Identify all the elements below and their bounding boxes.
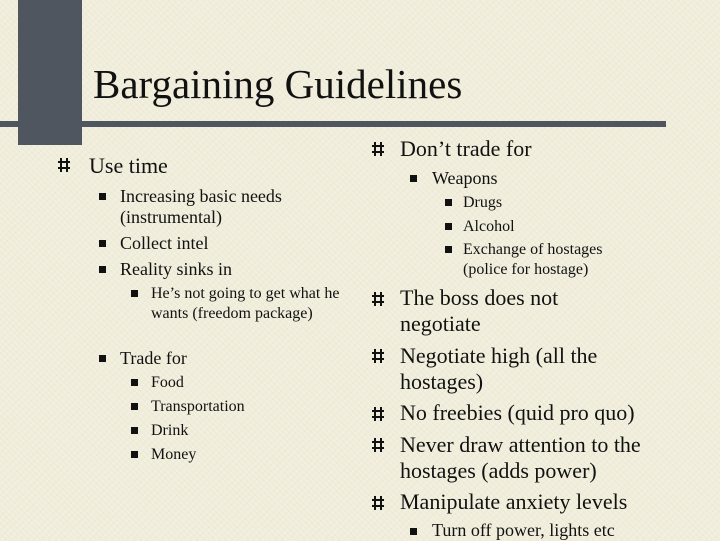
trade-item-food: Food xyxy=(151,374,184,391)
hash-bullet-icon xyxy=(372,438,384,452)
square-bullet-icon xyxy=(99,355,106,362)
hash-bullet-icon xyxy=(372,292,384,306)
weapons-label: Weapons xyxy=(432,168,498,188)
square-bullet-icon xyxy=(410,528,417,535)
hash-bullet-icon xyxy=(372,407,384,421)
square-bullet-icon xyxy=(131,451,138,458)
weapons-item-alcohol: Alcohol xyxy=(463,218,515,235)
square-bullet-icon xyxy=(131,379,138,386)
square-bullet-icon xyxy=(131,290,138,297)
trade-item-drink: Drink xyxy=(151,422,189,439)
trade-for-label: Trade for xyxy=(120,348,187,368)
point-no-freebies: No freebies (quid pro quo) xyxy=(400,400,635,425)
square-bullet-icon xyxy=(131,403,138,410)
weapons-item-exchange: Exchange of hostages (police for hostage) xyxy=(463,241,603,278)
square-bullet-icon xyxy=(99,266,106,273)
hash-bullet-icon xyxy=(372,496,384,510)
title-underline xyxy=(0,121,666,127)
left-heading: Use time xyxy=(89,153,168,178)
square-bullet-icon xyxy=(99,240,106,247)
square-bullet-icon xyxy=(445,199,452,206)
trade-item-money: Money xyxy=(151,446,197,463)
slide-title: Bargaining Guidelines xyxy=(93,61,463,107)
point-never-draw: Never draw attention to the hostages (adds power) xyxy=(400,432,641,483)
square-bullet-icon xyxy=(131,427,138,434)
square-bullet-icon xyxy=(410,175,417,182)
anxiety-subitem: Turn off power, lights etc xyxy=(432,520,615,540)
left-item-3: Reality sinks in xyxy=(120,259,232,279)
square-bullet-icon xyxy=(445,223,452,230)
weapons-item-drugs: Drugs xyxy=(463,194,503,211)
left-item-1: Increasing basic needs (instrumental) xyxy=(120,186,282,227)
dont-trade-heading: Don’t trade for xyxy=(400,136,532,161)
reality-subitem: He’s not going to get what he wants (freedom package) xyxy=(151,285,340,322)
square-bullet-icon xyxy=(99,193,106,200)
hash-bullet-icon xyxy=(58,158,70,172)
point-anxiety: Manipulate anxiety levels xyxy=(400,489,628,514)
point-negotiate-high: Negotiate high (all the hostages) xyxy=(400,343,598,394)
point-boss: The boss does not negotiate xyxy=(400,285,559,336)
hash-bullet-icon xyxy=(372,349,384,363)
square-bullet-icon xyxy=(445,246,452,253)
hash-bullet-icon xyxy=(372,142,384,156)
trade-item-transportation: Transportation xyxy=(151,398,245,415)
left-item-2: Collect intel xyxy=(120,233,209,253)
